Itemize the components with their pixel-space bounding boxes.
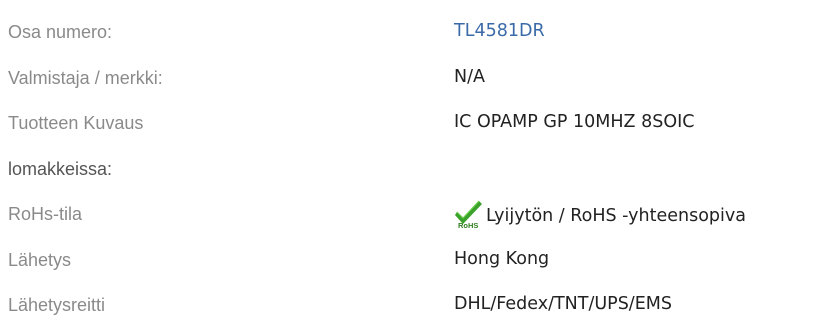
shipping-label: Lähetys: [8, 249, 72, 270]
spec-row-forms: [0, 151, 821, 197]
rohs-label: RoHs-tila: [8, 204, 83, 224]
shipping-route-value: DHL/Fedex/TNT/UPS/EMS: [454, 294, 672, 314]
shipping-route-label: Lähetysreitti: [8, 295, 106, 315]
rohs-value: Lyijytön / RoHS -yhteensopiva: [486, 206, 746, 226]
rohs-icon-text: RoHS: [458, 221, 479, 229]
manufacturer-label: Valmistaja / merkki:: [8, 67, 163, 88]
shipping-value: Hong Kong: [454, 248, 550, 269]
rohs-value-wrap: [454, 203, 746, 229]
product-spec-table: [0, 14, 821, 333]
spec-row-part-number: [0, 14, 821, 60]
spec-row-rohs: [0, 196, 821, 242]
rohs-checkmark-icon: [454, 199, 484, 229]
part-number-label: Osa numero:: [8, 22, 113, 42]
description-value: IC OPAMP GP 10MHZ 8SOIC: [454, 112, 695, 132]
part-number-link[interactable]: TL4581DR: [454, 21, 545, 41]
spec-row-manufacturer: [0, 60, 821, 106]
manufacturer-value: N/A: [454, 66, 485, 87]
description-label: Tuotteen Kuvaus: [8, 113, 144, 133]
spec-row-shipping: [0, 242, 821, 288]
spec-row-description: [0, 105, 821, 151]
spec-row-shipping-route: [0, 287, 821, 333]
forms-label: lomakkeissa:: [8, 158, 113, 179]
